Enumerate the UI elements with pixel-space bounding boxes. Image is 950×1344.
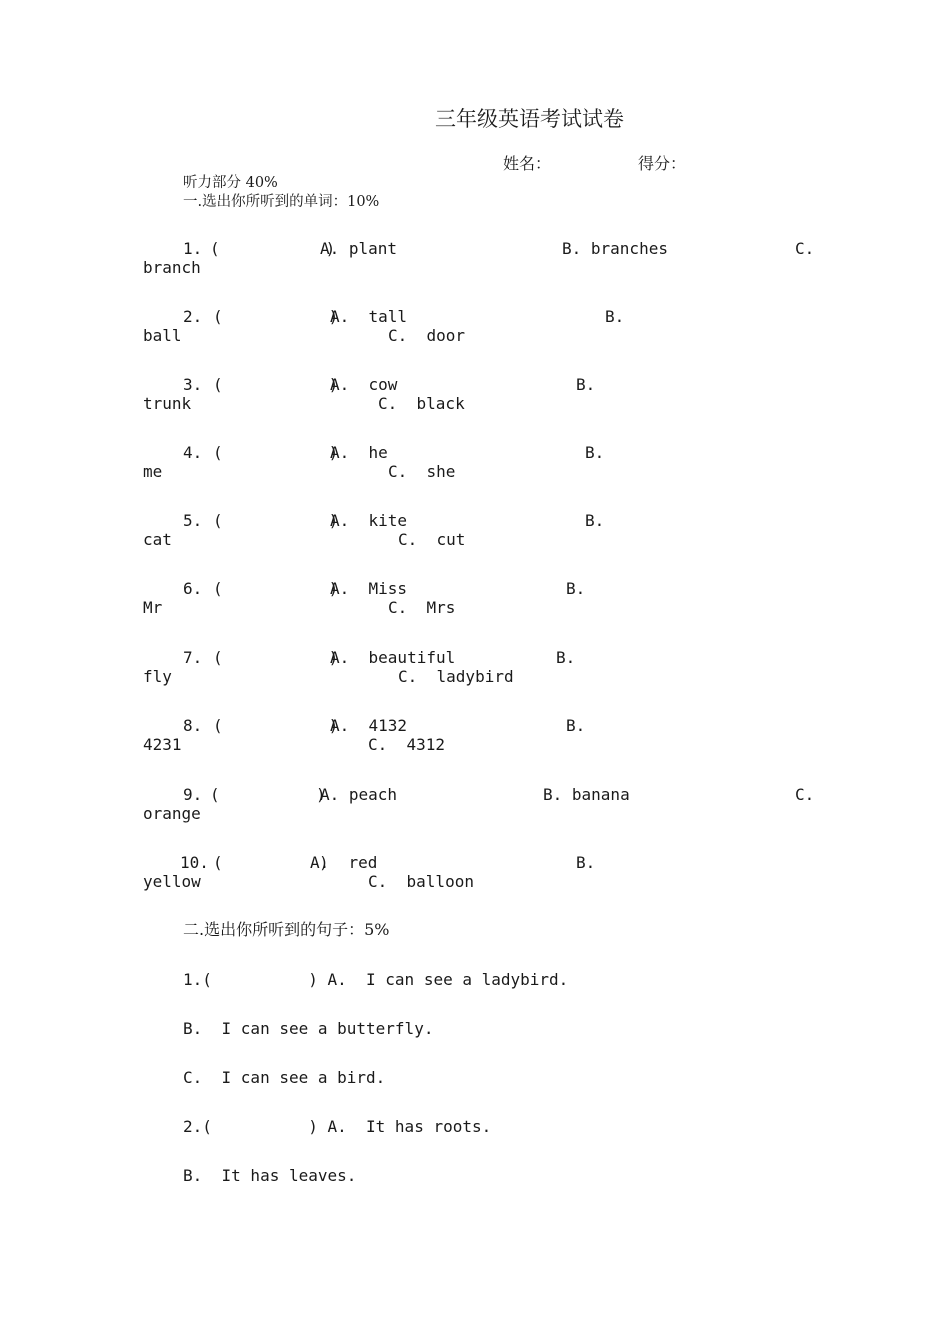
part2-q2-line: 2.( ) A. It has roots. [183, 1117, 492, 1136]
q1-option-b: B. branches [562, 239, 668, 258]
q2-option-b-word: ball [143, 326, 182, 345]
exam-title: 三年级英语考试试卷 [435, 107, 624, 131]
q1-option-c-word: branch [143, 258, 201, 277]
q8-number: 8. [183, 716, 203, 735]
part2-q1-option-c: C. I can see a bird. [183, 1068, 386, 1087]
q3-option-b: B. [576, 375, 596, 394]
q9-option-b: B. banana [543, 785, 630, 804]
q6-option-a: A. Miss [330, 579, 408, 598]
q10-number: 10. [180, 853, 209, 872]
q2-option-a: A. tall [330, 307, 408, 326]
q3-number: 3. [183, 375, 203, 394]
name-label: 姓名： [503, 154, 552, 173]
q1-option-a: A. plant [320, 239, 398, 258]
q9-answer-blank: ( ) [210, 785, 326, 804]
q3-option-b-word: trunk [143, 394, 192, 413]
q10-option-c: C. balloon [368, 872, 474, 891]
q7-number: 7. [183, 648, 203, 667]
q6-number: 6. [183, 579, 203, 598]
q6-answer-blank: ( ) [213, 579, 339, 598]
q6-option-b-word: Mr [143, 598, 163, 617]
q5-option-b-word: cat [143, 530, 172, 549]
q9-option-c: C. [795, 785, 815, 804]
q7-option-b-word: fly [143, 667, 172, 686]
q8-option-b: B. [566, 716, 586, 735]
q4-option-a: A. he [330, 443, 388, 462]
q5-option-c: C. cut [398, 530, 466, 549]
q3-option-c: C. black [378, 394, 465, 413]
q5-number: 5. [183, 511, 203, 530]
q10-option-b-word: yellow [143, 872, 201, 891]
q9-option-a: A. peach [320, 785, 398, 804]
q4-option-c: C. she [388, 462, 456, 481]
q5-option-b: B. [585, 511, 605, 530]
q7-option-b: B. [556, 648, 576, 667]
q1-option-c: C. [795, 239, 815, 258]
q6-option-b: B. [566, 579, 586, 598]
q8-option-b-word: 4231 [143, 735, 182, 754]
q9-number: 9. [183, 785, 203, 804]
q2-answer-blank: ( ) [213, 307, 339, 326]
q8-option-c: C. 4312 [368, 735, 446, 754]
q2-option-b: B. [605, 307, 625, 326]
section-listening-heading: 听力部分 40% [183, 175, 278, 191]
q1-answer-blank: ( ) [210, 239, 336, 258]
q10-answer-blank: ( ) [213, 853, 329, 872]
q3-option-a: A. cow [330, 375, 398, 394]
q7-answer-blank: ( ) [213, 648, 339, 667]
q8-answer-blank: ( ) [213, 716, 339, 735]
q7-option-a: A. beautiful [330, 648, 456, 667]
q4-option-b: B. [585, 443, 605, 462]
q4-option-b-word: me [143, 462, 163, 481]
q4-answer-blank: ( ) [213, 443, 339, 462]
q2-option-c: C. door [388, 326, 466, 345]
part1-heading: 一.选出你所听到的单词：10% [183, 194, 380, 210]
q9-option-c-word: orange [143, 804, 201, 823]
q6-option-c: C. Mrs [388, 598, 456, 617]
part2-q1-option-b: B. I can see a butterfly. [183, 1019, 434, 1038]
q5-option-a: A. kite [330, 511, 408, 530]
q2-number: 2. [183, 307, 203, 326]
part2-q1-line: 1.( ) A. I can see a ladybird. [183, 970, 569, 989]
part2-heading: 二.选出你所听到的句子：5% [183, 920, 390, 939]
q5-answer-blank: ( ) [213, 511, 339, 530]
q7-option-c: C. ladybird [398, 667, 514, 686]
score-label: 得分： [638, 154, 687, 173]
q10-option-b: B. [576, 853, 596, 872]
part2-q2-option-b: B. It has leaves. [183, 1166, 357, 1185]
q4-number: 4. [183, 443, 203, 462]
q3-answer-blank: ( ) [213, 375, 339, 394]
q1-number: 1. [183, 239, 203, 258]
q8-option-a: A. 4132 [330, 716, 408, 735]
q10-option-a: A. red [310, 853, 378, 872]
